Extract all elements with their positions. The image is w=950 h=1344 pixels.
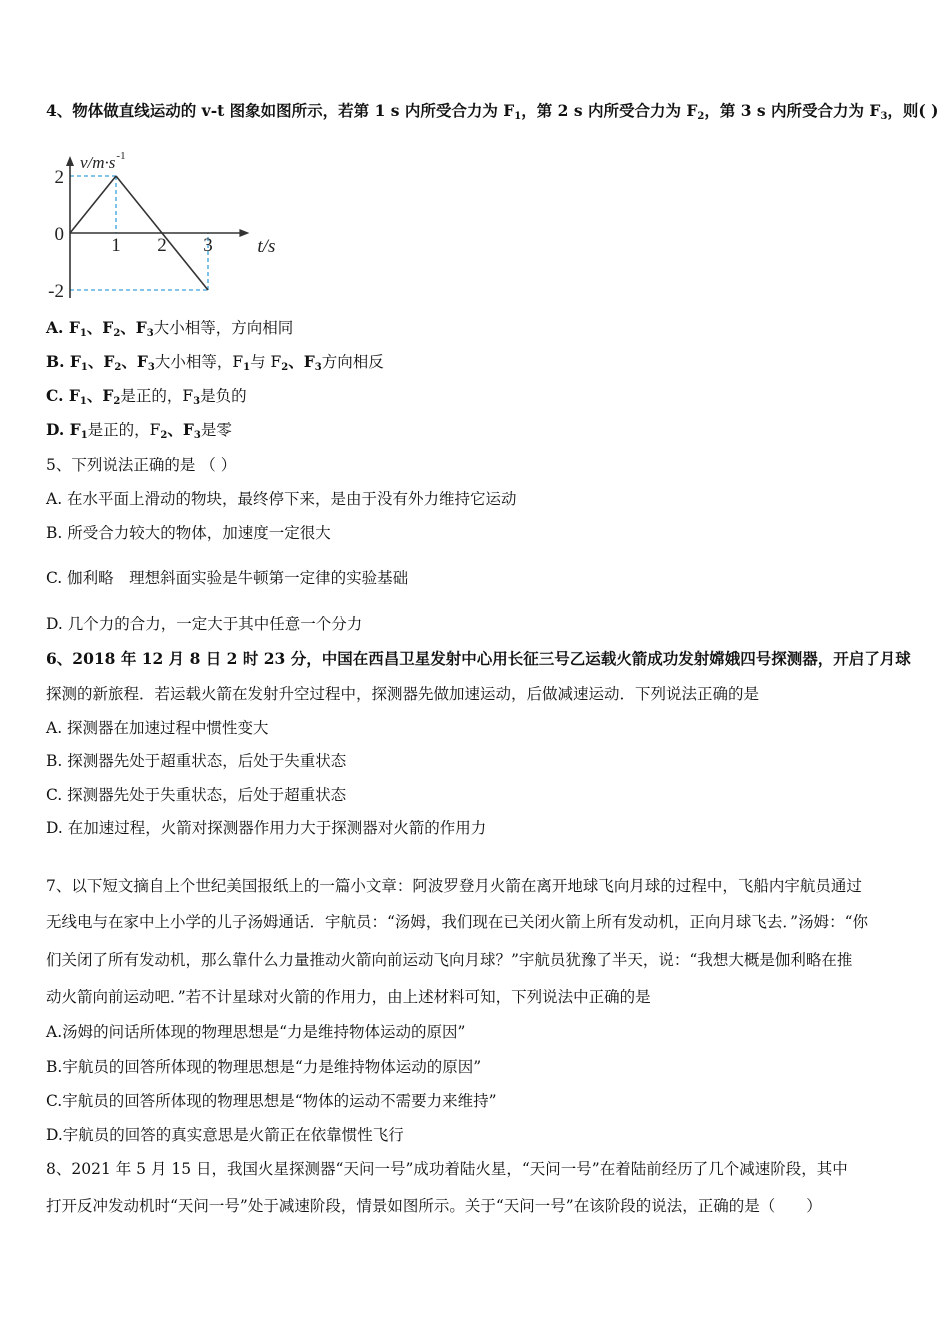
y-tick-label: 0 — [54, 224, 64, 245]
y-axis-label: v/m·s — [80, 153, 116, 173]
subscript: 1 — [80, 430, 88, 441]
subscript: 2 — [113, 396, 121, 407]
subscript: 2 — [281, 362, 289, 373]
q7-option-b[interactable]: B.宇航员的回答所体现的物理思想是“力是维持物体运动的原因” — [46, 1058, 482, 1076]
q8-stem-line2: 打开反冲发动机时“天问一号”处于减速阶段，情景如图所示。关于“天问一号”在该阶段的说法，正确的是（ ） — [46, 1197, 822, 1215]
opt-text: 、F — [87, 352, 115, 371]
q4-stem-text: 4、物体做直线运动的 v-t 图象如图所示，若第 1 s 内所受合力为 F — [46, 101, 515, 120]
subscript: 2 — [160, 430, 168, 441]
q7-option-d[interactable]: D.宇航员的回答的真实意思是火箭正在依靠惯性飞行 — [46, 1126, 404, 1144]
x-axis-label: t/s — [257, 236, 276, 257]
y-axis-arrow — [66, 156, 74, 166]
opt-text: 是零 — [200, 421, 232, 439]
data-segment — [70, 176, 116, 233]
subscript: 1 — [514, 111, 522, 122]
y-tick-label: 2 — [54, 167, 64, 188]
x-tick-label: 1 — [111, 235, 121, 256]
q4-stem-text: ，第 3 s 内所受合力为 F — [704, 101, 881, 120]
q5-option-c[interactable]: C. 伽利略 理想斜面实验是牛顿第一定律的实验基础 — [46, 569, 409, 587]
opt-text: 与 F — [250, 353, 282, 371]
q6-stem-line1: 6、2018 年 12 月 8 日 2 时 23 分，中国在西昌卫星发射中心用长征三号乙运载火箭成功发射嫦娥四号探测器，开启了月球 — [46, 649, 911, 668]
q5-option-d[interactable]: D. 几个力的合力，一定大于其中任意一个分力 — [46, 615, 363, 633]
subscript: 2 — [113, 328, 121, 339]
q7-stem-line3: 们关闭了所有发动机，那么靠什么力量推动火箭向前运动飞向月球？”宇航员犹豫了半天，说：“我想大概是伽利略在推 — [46, 951, 853, 969]
subscript: 3 — [193, 396, 201, 407]
q4-option-b[interactable] — [46, 352, 384, 372]
q4-stem-text: ，则( ) — [887, 101, 939, 120]
q5-option-a[interactable]: A. 在水平面上滑动的物块，最终停下来，是由于没有外力维持它运动 — [46, 490, 517, 508]
subscript: 3 — [314, 362, 322, 373]
y-axis-label-sup: -1 — [116, 150, 126, 163]
subscript: 1 — [80, 362, 88, 373]
axis-labels — [48, 150, 275, 302]
q6-option-b[interactable]: B. 探测器先处于超重状态，后处于失重状态 — [46, 752, 347, 770]
q6-option-a[interactable]: A. 探测器在加速过程中惯性变大 — [46, 719, 269, 737]
q4-option-d[interactable] — [46, 420, 232, 440]
opt-text: 是正的，F — [87, 421, 161, 439]
q7-option-c[interactable]: C.宇航员的回答所体现的物理思想是“物体的运动不需要力来维持” — [46, 1092, 497, 1110]
subscript: 2 — [697, 111, 705, 122]
opt-text: 、F — [121, 352, 148, 371]
x-axis-arrow — [239, 229, 249, 237]
subscript: 3 — [193, 430, 201, 441]
q7-stem-line2: 无线电与在家中上小学的儿子汤姆通话．宇航员：“汤姆，我们现在已关闭火箭上所有发动机，正向月球飞去．”汤姆：“你 — [46, 913, 869, 931]
q7-stem-line4: 动火箭向前运动吧．”若不计星球对火箭的作用力，由上述材料可知，下列说法中正确的是 — [46, 988, 651, 1006]
q4-stem-text: ，第 2 s 内所受合力为 F — [521, 101, 698, 120]
opt-text: A. F — [46, 318, 80, 337]
opt-text: 大小相等，F — [154, 353, 244, 371]
subscript: 1 — [79, 328, 87, 339]
opt-text: 大小相等，方向相同 — [153, 319, 294, 337]
q5-stem: 5、下列说法正确的是 （ ） — [46, 456, 237, 474]
vt-graph — [46, 132, 286, 302]
q4-stem — [46, 101, 938, 121]
opt-text: 是正的，F — [120, 387, 194, 405]
data-segment — [162, 233, 208, 290]
subscript: 2 — [114, 362, 122, 373]
opt-text: 、F — [288, 352, 315, 371]
subscript: 3 — [146, 328, 154, 339]
q6-option-d[interactable]: D. 在加速过程，火箭对探测器作用力大于探测器对火箭的作用力 — [46, 819, 487, 837]
x-tick-label: 3 — [203, 235, 213, 256]
subscript: 3 — [880, 111, 888, 122]
q7-stem-line1: 7、以下短文摘自上个世纪美国报纸上的一篇小文章：阿波罗登月火箭在离开地球飞向月球的过程中，飞船内宇航员通过 — [46, 877, 862, 895]
opt-text: 方向相反 — [321, 353, 384, 371]
q4-option-c[interactable] — [46, 386, 247, 406]
opt-text: 、F — [120, 318, 147, 337]
subscript: 3 — [147, 362, 155, 373]
opt-text: 、F — [167, 420, 194, 439]
opt-text: C. F — [46, 386, 80, 405]
subscript: 1 — [79, 396, 87, 407]
q5-option-b[interactable]: B. 所受合力较大的物体，加速度一定很大 — [46, 524, 331, 542]
data-segment — [116, 176, 162, 233]
opt-text: 、F — [86, 318, 114, 337]
subscript: 1 — [243, 362, 251, 373]
y-tick-label: -2 — [48, 281, 64, 302]
q8-stem-line1: 8、2021 年 5 月 15 日，我国火星探测器“天问一号”成功着陆火星，“天问一号”在着陆前经历了几个减速阶段，其中 — [46, 1160, 848, 1178]
q4-option-a[interactable] — [46, 318, 293, 338]
opt-text: D. F — [46, 420, 81, 439]
q7-option-a[interactable]: A.汤姆的问话所体现的物理思想是“力是维持物体运动的原因” — [46, 1023, 466, 1041]
opt-text: 、F — [86, 386, 114, 405]
x-tick-label: 2 — [157, 235, 167, 256]
opt-text: 是负的 — [200, 387, 247, 405]
q6-stem-line2: 探测的新旅程．若运载火箭在发射升空过程中，探测器先做加速运动，后做减速运动．下列说法正确的是 — [46, 685, 760, 703]
opt-text: B. F — [46, 352, 81, 371]
q6-option-c[interactable]: C. 探测器先处于失重状态，后处于超重状态 — [46, 786, 347, 804]
